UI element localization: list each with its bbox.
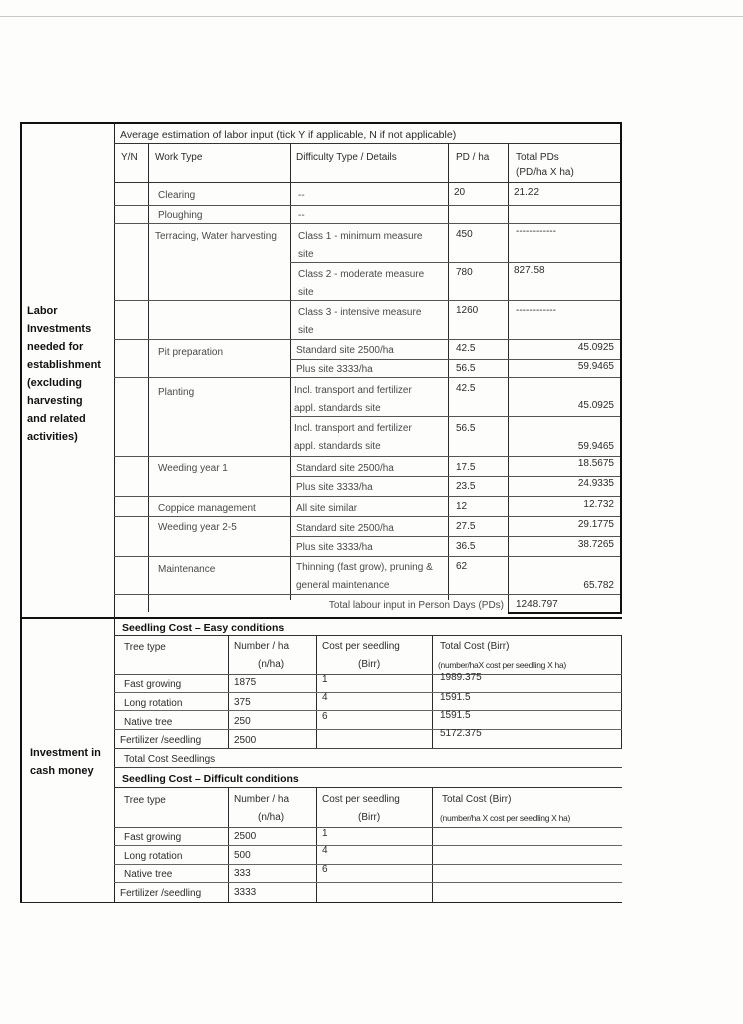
header-total-pds: Total PDs	[516, 152, 559, 163]
header-difficulty: Difficulty Type / Details	[296, 152, 397, 163]
cost-cell: 6	[322, 864, 328, 875]
frame-left	[20, 122, 22, 903]
row-rule	[290, 359, 620, 360]
tree-type-cell: Native tree	[124, 869, 173, 880]
difficult-header-cost-unit: (Birr)	[358, 812, 381, 823]
header-rule	[114, 182, 620, 183]
tree-type-cell: Fertilizer /seedling	[120, 735, 202, 746]
easy-row-rule	[114, 748, 622, 749]
number-cell: 333	[234, 868, 251, 879]
number-cell: 375	[234, 697, 251, 708]
row-rule	[114, 339, 620, 340]
details-cell-line2: site	[298, 287, 314, 298]
easy-header-total-formula: (number/haX cost per seedling X ha)	[438, 660, 566, 670]
cost-cell: 1	[322, 674, 328, 685]
pd-cell: 17.5	[456, 462, 476, 473]
row-rule	[290, 262, 620, 263]
work-type-cell: Weeding year 2-5	[158, 522, 237, 533]
details-cell: Standard site 2500/ha	[296, 463, 394, 474]
details-cell-line2: appl. standards site	[294, 403, 381, 414]
details-cell: Class 3 - intensive measure	[298, 307, 422, 318]
total-cell: 1591.5	[440, 710, 471, 721]
work-type-cell: Ploughing	[158, 210, 203, 221]
easy-title-rule	[114, 635, 622, 636]
row-rule	[290, 416, 620, 417]
pd-cell: 56.5	[456, 363, 476, 374]
details-cell: Plus site 3333/ha	[296, 364, 373, 375]
total-cell: 59.9465	[577, 361, 614, 372]
total-cell: 1989.375	[440, 672, 482, 683]
details-cell: --	[298, 190, 305, 201]
frame-top	[20, 122, 621, 124]
difficult-header-rule	[114, 827, 622, 828]
easy-row-rule	[114, 710, 622, 711]
easy-header-cost-unit: (Birr)	[358, 659, 381, 670]
pd-cell: 42.5	[456, 343, 476, 354]
details-cell: Incl. transport and fertilizer	[294, 385, 412, 396]
easy-header-total: Total Cost (Birr)	[440, 641, 510, 652]
row-rule	[114, 594, 620, 595]
total-cell: ------------	[516, 226, 556, 237]
tree-type-cell: Fertilizer /seedling	[120, 888, 202, 899]
row-rule	[114, 516, 620, 517]
row-rule	[290, 536, 620, 537]
row-rule	[290, 476, 620, 477]
details-cell-line2: general maintenance	[296, 580, 390, 591]
total-cell: 45.0925	[577, 342, 614, 353]
row-rule	[114, 205, 620, 206]
easy-header-rule	[114, 674, 622, 675]
details-cell: Class 1 - minimum measure	[298, 231, 423, 242]
details-cell: Standard site 2500/ha	[296, 345, 394, 356]
work-type-cell: Pit preparation	[158, 347, 224, 358]
difficult-header-tree-type: Tree type	[124, 795, 166, 806]
cost-cell: 1	[322, 828, 328, 839]
row-rule	[114, 556, 620, 557]
details-cell-line2: appl. standards site	[294, 441, 381, 452]
total-cell: 21.22	[514, 187, 540, 198]
row-rule	[114, 300, 620, 301]
total-cell: 59.9465	[577, 441, 614, 452]
work-type-cell: Clearing	[158, 190, 196, 201]
number-cell: 250	[234, 716, 251, 727]
col-line-work	[290, 143, 291, 600]
work-type-cell: Weeding year 1	[158, 463, 228, 474]
tree-type-cell: Fast growing	[124, 832, 182, 843]
number-cell: 3333	[234, 887, 257, 898]
labor-table-caption: Average estimation of labor input (tick Y if applicable, N if not applicable)	[120, 129, 457, 141]
cost-cell: 4	[322, 845, 328, 856]
header-work-type: Work Type	[155, 152, 203, 163]
pd-cell: 1260	[456, 305, 479, 316]
total-box-bottom	[508, 612, 622, 614]
details-cell: All site similar	[296, 503, 358, 514]
difficult-header-total: Total Cost (Birr)	[442, 794, 512, 805]
pd-cell: 42.5	[456, 383, 476, 394]
difficult-section-title: Seedling Cost – Difficult conditions	[122, 773, 299, 785]
row-rule	[114, 223, 620, 224]
difficult-title-rule	[114, 787, 622, 788]
col-line-details	[448, 143, 449, 600]
pd-cell: 450	[456, 229, 473, 240]
total-cell: 12.732	[583, 499, 614, 510]
page-top-rule	[0, 16, 743, 17]
easy-total-cost-label: Total Cost Seedlings	[124, 754, 216, 765]
easy-header-tree-type: Tree type	[124, 642, 166, 653]
tree-type-cell: Fast growing	[124, 679, 182, 690]
number-cell: 500	[234, 850, 251, 861]
row-rule	[114, 456, 620, 457]
cost-cell: 6	[322, 711, 328, 722]
pd-cell: 62	[456, 561, 468, 572]
total-cell: 65.782	[583, 580, 614, 591]
pd-cell: 56.5	[456, 423, 476, 434]
total-cell: 827.58	[514, 265, 545, 276]
easy-total-rule	[114, 767, 622, 768]
easy-header-number-unit: (n/ha)	[258, 659, 285, 670]
frame-right-labor	[620, 122, 622, 612]
difficult-row-rule	[114, 864, 622, 865]
details-cell: Incl. transport and fertilizer	[294, 423, 412, 434]
tree-type-cell: Long rotation	[124, 851, 183, 862]
difficult-row-rule	[114, 882, 622, 883]
cost-cell: 4	[322, 692, 328, 703]
section-divider	[20, 617, 622, 619]
total-cell: 29.1775	[577, 519, 614, 530]
easy-row-rule	[114, 692, 622, 693]
side-column-divider	[114, 122, 115, 903]
row-rule	[114, 496, 620, 497]
number-cell: 2500	[234, 831, 257, 842]
details-cell: Plus site 3333/ha	[296, 482, 373, 493]
pd-cell: 36.5	[456, 541, 476, 552]
work-type-cell: Maintenance	[158, 564, 216, 575]
pd-cell: 20	[454, 187, 466, 198]
total-cell: ------------	[516, 305, 556, 316]
cash-side-label: Investment in cash money	[30, 747, 101, 777]
details-cell: Plus site 3333/ha	[296, 542, 373, 553]
number-cell: 2500	[234, 735, 257, 746]
work-type-cell	[155, 231, 284, 243]
details-cell-line2: site	[298, 325, 314, 336]
pd-cell: 23.5	[456, 481, 476, 492]
header-total-pds-unit: (PD/ha X ha)	[516, 167, 574, 178]
pd-cell: 780	[456, 267, 473, 278]
total-cell: 5172.375	[440, 728, 482, 739]
work-type-cell: Coppice management	[158, 503, 256, 514]
total-cell: 45.0925	[577, 400, 614, 411]
work-type-text: Terracing, Water harvesting	[155, 231, 277, 242]
details-cell: Class 2 - moderate measure	[298, 269, 425, 280]
details-cell: --	[298, 210, 305, 221]
pd-cell: 27.5	[456, 521, 476, 532]
labor-total-label: Total labour input in Person Days (PDs)	[328, 600, 504, 611]
details-cell: Thinning (fast grow), pruning &	[296, 562, 433, 573]
work-type-cell: Planting	[158, 387, 195, 398]
caption-rule	[114, 143, 620, 144]
header-yn: Y/N	[121, 152, 138, 163]
difficult-header-total-formula: (number/ha X cost per seedling X ha)	[440, 813, 570, 823]
total-cell: 1591.5	[440, 692, 471, 703]
pd-cell: 12	[456, 501, 468, 512]
easy-row-rule	[114, 729, 622, 730]
details-cell: Standard site 2500/ha	[296, 523, 394, 534]
difficult-header-number: Number / ha	[234, 794, 290, 805]
labor-side-label: Labor Investments needed for establishment (excluding harvesting and related activities)	[27, 305, 101, 443]
difficult-row-rule	[114, 845, 622, 846]
tree-type-cell: Long rotation	[124, 698, 183, 709]
row-rule	[114, 377, 620, 378]
difficult-header-cost: Cost per seedling	[322, 794, 400, 805]
header-pd-ha: PD / ha	[456, 152, 490, 163]
total-cell: 24.9335	[577, 478, 614, 489]
details-cell-line2: site	[298, 249, 314, 260]
difficult-header-number-unit: (n/ha)	[258, 812, 285, 823]
tree-type-cell: Native tree	[124, 717, 173, 728]
frame-bottom	[20, 902, 622, 903]
labor-total-value: 1248.797	[516, 599, 558, 610]
easy-section-title: Seedling Cost – Easy conditions	[122, 622, 285, 634]
number-cell: 1875	[234, 677, 257, 688]
total-cell: 38.7265	[577, 539, 614, 550]
easy-header-number: Number / ha	[234, 641, 290, 652]
total-cell: 18.5675	[577, 458, 614, 469]
easy-header-cost: Cost per seedling	[322, 641, 400, 652]
